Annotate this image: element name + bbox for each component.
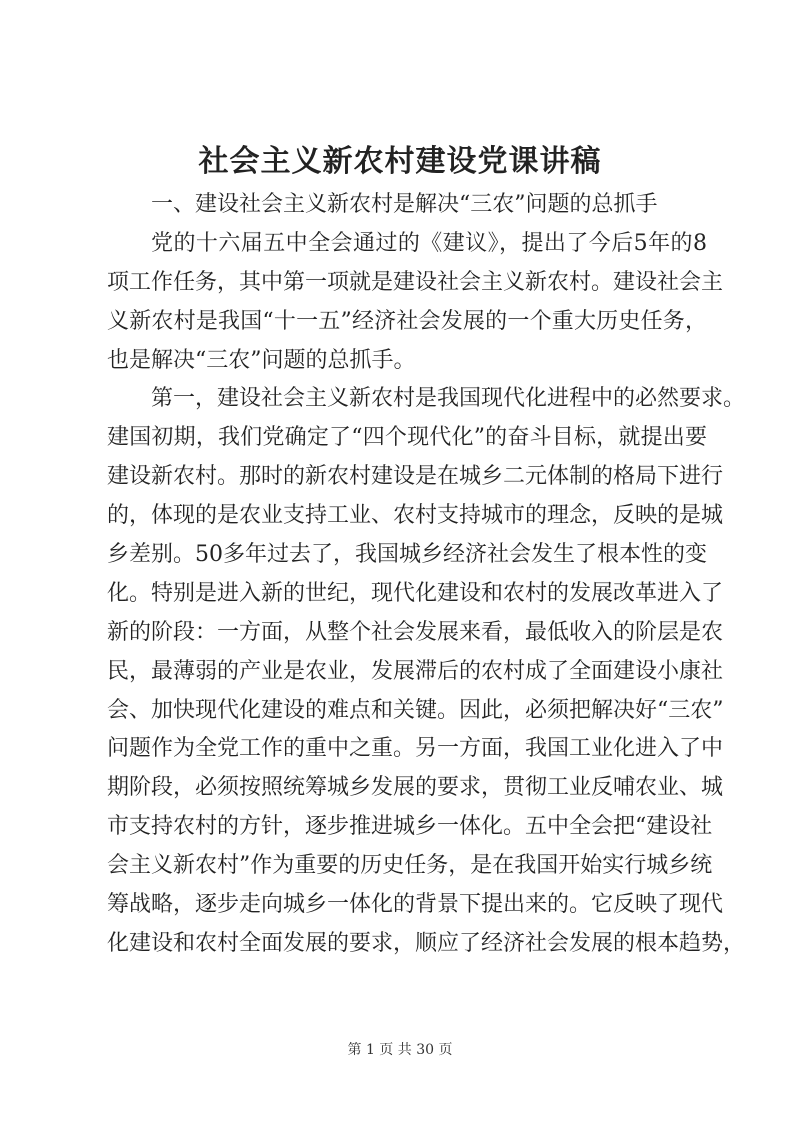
section-heading: 一、建设社会主义新农村是解决“三农”问题的总抓手 <box>151 192 658 217</box>
paragraph-line: 期阶段，必须按照统筹城乡发展的要求，贯彻工业反哺农业、城 <box>107 775 724 801</box>
paragraph-line: 市支持农村的方针，逐步推进城乡一体化。五中全会把“建设社 <box>107 814 713 840</box>
paragraph-line: 新的阶段：一方面，从整个社会发展来看，最低收入的阶层是农 <box>107 619 724 645</box>
paragraph-line: 建设新农村。那时的新农村建设是在城乡二元体制的格局下进行 <box>107 464 724 490</box>
paragraph-line: 建国初期，我们党确定了“四个现代化”的奋斗目标，就提出要 <box>107 425 707 451</box>
document-title: 社会主义新农村建设党课讲稿 <box>198 144 602 179</box>
page-number-footer: 第 1 页 共 30 页 <box>347 1042 453 1058</box>
paragraph-line: 会主义新农村”作为重要的历史任务，是在我国开始实行城乡统 <box>107 853 713 879</box>
paragraph-line: 的，体现的是农业支持工业、农村支持城市的理念，反映的是城 <box>107 503 724 529</box>
paragraph-line: 筹战略，逐步走向城乡一体化的背景下提出来的。它反映了现代 <box>107 892 724 918</box>
paragraph-line: 也是解决“三农”问题的总抓手。 <box>107 347 416 373</box>
document-body <box>107 186 746 964</box>
paragraph-line: 乡差别。50多年过去了，我国城乡经济社会发生了根本性的变 <box>107 542 707 568</box>
paragraph-line: 第一，建设社会主义新农村是我国现代化进程中的必然要求。 <box>151 386 746 412</box>
paragraph-line: 化建设和农村全面发展的要求，顺应了经济社会发展的根本趋势， <box>107 930 746 956</box>
paragraph-line: 项工作任务，其中第一项就是建设社会主义新农村。建设社会主 <box>107 269 724 295</box>
paragraph-line: 化。特别是进入新的世纪，现代化建设和农村的发展改革进入了 <box>107 580 724 606</box>
paragraph-line: 问题作为全党工作的重中之重。另一方面，我国工业化进入了中 <box>107 736 724 762</box>
paragraph-line: 党的十六届五中全会通过的《建议》，提出了今后5年的8 <box>151 230 707 256</box>
paragraph-line: 义新农村是我国“十一五”经济社会发展的一个重大历史任务， <box>107 308 707 334</box>
paragraph-line: 民，最薄弱的产业是农业，发展滞后的农村成了全面建设小康社 <box>107 658 724 684</box>
paragraph-line: 会、加快现代化建设的难点和关键。因此，必须把解决好“三农” <box>107 697 724 723</box>
